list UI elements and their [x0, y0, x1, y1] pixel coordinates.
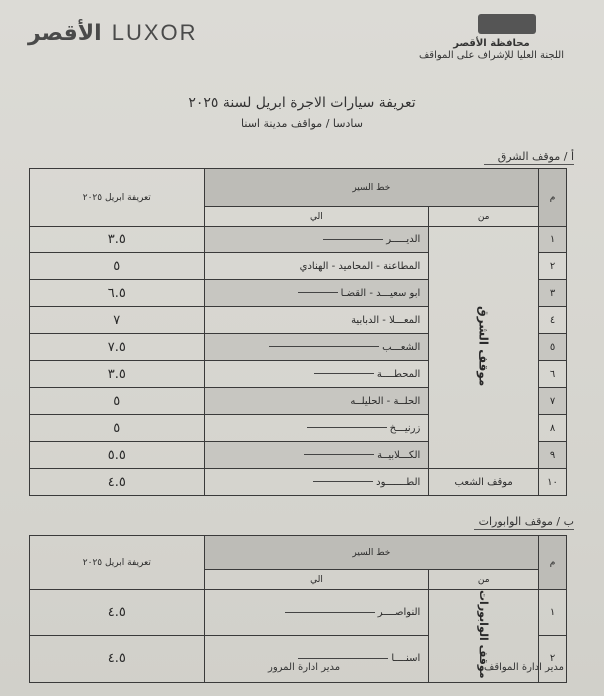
destination: النواصــــر — [204, 590, 429, 636]
station-name-vertical: موقف الوابورات — [429, 590, 539, 683]
fare-value: ٣.٥ — [30, 361, 205, 388]
row-number: ٤ — [539, 307, 567, 334]
row-number: ٧ — [539, 388, 567, 415]
section-b-underline — [474, 529, 574, 530]
fare-value: ٥ — [30, 253, 205, 280]
col-route-header: خط السير — [204, 536, 538, 570]
col-to-header: الي — [204, 570, 429, 590]
signature-parking-manager: مدير ادارة المواقف — [483, 662, 564, 673]
fare-value: ٣.٥ — [30, 227, 205, 253]
row-number: ١٠ — [539, 469, 567, 496]
ferry-station-table — [29, 535, 567, 683]
row-number: ٣ — [539, 280, 567, 307]
destination: الطـــــــود — [204, 469, 429, 496]
destination: الحلــة - الحليلــه — [204, 388, 429, 415]
fare-value: ٦.٥ — [30, 280, 205, 307]
col-index-header: م — [539, 536, 567, 590]
origin-station: موقف الشعب — [429, 469, 539, 496]
col-to-header: الي — [204, 207, 429, 227]
fare-value: ٧ — [30, 307, 205, 334]
signature-traffic-manager: مدير ادارة المرور — [268, 662, 341, 673]
fare-value: ٥ — [30, 415, 205, 442]
destination: المعـــلا - الدبابية — [204, 307, 429, 334]
row-number: ١ — [539, 590, 567, 636]
row-number: ٨ — [539, 415, 567, 442]
destination: الكـــلابيــة — [204, 442, 429, 469]
destination: ابو سعيـــد - القضـا — [204, 280, 429, 307]
destination: المطاعنة - المحاميد - الهنادي — [204, 253, 429, 280]
logo-arabic: الأقصر — [28, 20, 102, 46]
document-title: تعريفة سيارات الاجرة ابريل لسنة ٢٠٢٥ — [188, 95, 416, 111]
governorate-seal-icon — [478, 14, 536, 34]
fare-value: ٧.٥ — [30, 334, 205, 361]
col-from-header: من — [429, 207, 539, 227]
section-b-heading: ب / موقف الوابورات — [478, 515, 574, 528]
station-name-vertical: موقف الشرق — [429, 227, 539, 469]
col-route-header: خط السير — [204, 169, 538, 207]
destination: الشعـــب — [204, 334, 429, 361]
fare-value: ٤.٥ — [30, 590, 205, 636]
fare-value: ٤.٥ — [30, 636, 205, 682]
east-station-table — [29, 168, 567, 496]
luxor-logo — [28, 20, 198, 46]
destination: زرنيـــخ — [204, 415, 429, 442]
col-fare-header: تعريفة ابريل ٢٠٢٥ — [30, 169, 205, 227]
section-a-heading: أ / موقف الشرق — [497, 150, 574, 163]
row-number: ٥ — [539, 334, 567, 361]
fare-value: ٥ — [30, 388, 205, 415]
section-a-underline — [484, 164, 574, 165]
destination: الديـــــر — [204, 227, 429, 253]
document-subtitle: سادسا / مواقف مدينة اسنا — [241, 117, 363, 130]
row-number: ٩ — [539, 442, 567, 469]
destination: المحطــــة — [204, 361, 429, 388]
row-number: ١ — [539, 227, 567, 253]
committee-name: اللجنة العليا للإشراف على المواقف — [418, 50, 564, 61]
col-index-header: م — [539, 169, 567, 227]
destination: اسنــــا — [204, 636, 429, 682]
logo-english: LUXOR — [111, 20, 198, 45]
governorate-header — [419, 38, 564, 62]
fare-value: ٥.٥ — [30, 442, 205, 469]
row-number: ٦ — [539, 361, 567, 388]
row-number: ٢ — [539, 253, 567, 280]
fare-value: ٤.٥ — [30, 469, 205, 496]
governorate-name: محافظة الأقصر — [453, 38, 530, 49]
row-number: ٢ — [539, 636, 567, 682]
col-fare-header: تعريفة ابريل ٢٠٢٥ — [30, 536, 205, 590]
col-from-header: من — [429, 570, 539, 590]
